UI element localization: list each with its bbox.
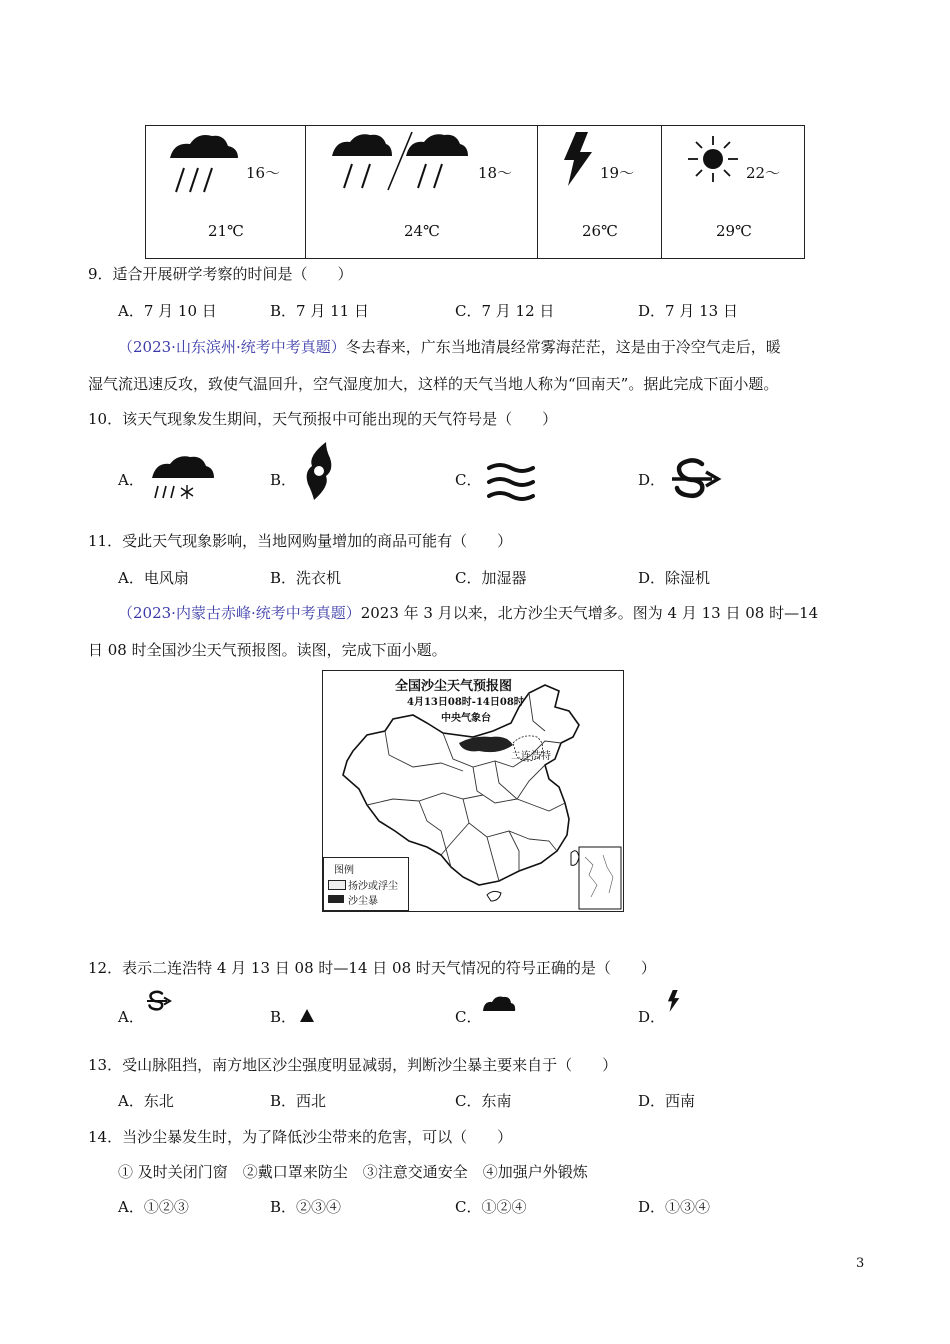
overcast-cloud-icon[interactable]: [482, 994, 516, 1012]
fog-icon[interactable]: [486, 462, 536, 502]
q9-stem: 9．适合开展研学考察的时间是（ ）: [88, 265, 353, 283]
q13-option-b[interactable]: B．西北: [270, 1092, 327, 1110]
legend-swatch-sandstorm: [328, 895, 344, 903]
q12-option-c-label[interactable]: C．: [455, 1008, 482, 1026]
q9-option-d[interactable]: D．7 月 13 日: [638, 302, 738, 320]
map-title: 全国沙尘天气预报图: [395, 679, 513, 694]
q11-option-a[interactable]: A．电风扇: [118, 569, 189, 587]
q14-option-a[interactable]: A．①②③: [118, 1198, 189, 1216]
q9-option-b[interactable]: B．7 月 11 日: [270, 302, 369, 320]
rain-cloud-to-rain-cloud-icon: [330, 130, 470, 196]
q14-choices: ① 及时关闭门窗 ②戴口罩来防尘 ③注意交通安全 ④加强户外锻炼: [118, 1163, 588, 1181]
q12-option-a-label[interactable]: A．: [118, 1008, 144, 1026]
sandstorm-icon[interactable]: [146, 990, 172, 1012]
q14-option-c[interactable]: C．①②④: [455, 1198, 527, 1216]
cell-2-low: 18～: [478, 164, 513, 182]
legend-item-sandstorm: 沙尘暴: [348, 896, 378, 907]
cell-1-low: 16～: [246, 164, 281, 182]
weather-forecast-table: [145, 125, 805, 259]
q11-stem: 11．受此天气现象影响，当地网购量增加的商品可能有（ ）: [88, 532, 513, 550]
passage-2-source: （2023·内蒙古赤峰·统考中考真题）: [118, 604, 361, 622]
sun-icon: [686, 134, 740, 184]
lightning-icon: [562, 132, 596, 186]
weather-cell-3: [538, 126, 662, 258]
cell-2-high: 24℃: [404, 222, 440, 240]
q10-option-d-label[interactable]: D．: [638, 471, 666, 489]
map-agency: 中央气象台: [441, 713, 491, 724]
map-subtitle: 4月13日08时-14日08时: [407, 697, 524, 708]
q12-stem: 12．表示二连浩特 4 月 13 日 08 时—14 日 08 时天气情况的符号正确的是（ ）: [88, 959, 656, 977]
dust-forecast-map: [322, 670, 624, 912]
hail-triangle-icon[interactable]: [300, 1009, 314, 1022]
weather-cell-2: [306, 126, 538, 258]
q12-option-d-label[interactable]: D．: [638, 1008, 666, 1026]
cell-4-low: 22～: [746, 164, 781, 182]
q11-option-d[interactable]: D．除湿机: [638, 569, 711, 587]
sandstorm-icon[interactable]: [670, 458, 722, 500]
weather-cell-4: [662, 126, 804, 258]
passage-2-text-1: 2023 年 3 月以来，北方沙尘天气增多。图为 4 月 13 日 08 时—14: [360, 604, 819, 622]
q10-option-a-label[interactable]: A．: [118, 471, 144, 489]
q10-option-c-label[interactable]: C．: [455, 471, 482, 489]
passage-1-line-1: [118, 336, 781, 357]
cell-1-high: 21℃: [208, 222, 244, 240]
rain-cloud-icon: [168, 130, 240, 196]
passage-1-text-1: 冬去春来，广东当地清晨经常雾海茫茫，这是由于冷空气走后，暖: [345, 338, 781, 356]
q9-option-c[interactable]: C．7 月 12 日: [455, 302, 555, 320]
q13-option-a[interactable]: A．东北: [118, 1092, 174, 1110]
q10-stem: 10．该天气现象发生期间，天气预报中可能出现的天气符号是（ ）: [88, 410, 558, 428]
q11-option-c[interactable]: C．加湿器: [455, 569, 527, 587]
cell-3-high: 26℃: [582, 222, 618, 240]
weather-cell-1: [146, 126, 306, 258]
cell-3-low: 19～: [600, 164, 635, 182]
q11-option-b[interactable]: B．洗衣机: [270, 569, 342, 587]
passage-2-line-2: 日 08 时全国沙尘天气预报图。读图，完成下面小题。: [88, 641, 447, 659]
q13-stem: 13．受山脉阻挡，南方地区沙尘强度明显减弱，判断沙尘暴主要来自于（ ）: [88, 1056, 618, 1074]
q9-option-a[interactable]: A．7 月 10 日: [118, 302, 217, 320]
passage-1-source: （2023·山东滨州·统考中考真题）: [118, 338, 346, 356]
q13-option-c[interactable]: C．东南: [455, 1092, 512, 1110]
legend-swatch-dust: [328, 880, 346, 890]
rain-snow-icon[interactable]: [150, 454, 216, 502]
q14-option-d[interactable]: D．①③④: [638, 1198, 711, 1216]
q12-option-b-label[interactable]: B．: [270, 1008, 297, 1026]
passage-1-line-2: 湿气流迅速反攻，致使气温回升，空气湿度加大，这样的天气当地人称为“回南天”。据此完成下面小题。: [88, 375, 779, 393]
page-number: 3: [856, 1256, 865, 1271]
q14-stem: 14．当沙尘暴发生时，为了降低沙尘带来的危害，可以（ ）: [88, 1128, 513, 1146]
map-legend: [323, 857, 409, 911]
lightning-icon[interactable]: [667, 990, 681, 1012]
map-city-label: 二连浩特: [511, 751, 551, 762]
legend-item-dust: 扬沙或浮尘: [348, 881, 398, 892]
legend-title: 图例: [334, 865, 354, 876]
q14-option-b[interactable]: B．②③④: [270, 1198, 342, 1216]
q10-option-b-label[interactable]: B．: [270, 471, 297, 489]
cell-4-high: 29℃: [716, 222, 752, 240]
passage-2-line-1: [118, 602, 818, 623]
typhoon-icon[interactable]: [302, 442, 336, 500]
q13-option-d[interactable]: D．西南: [638, 1092, 696, 1110]
